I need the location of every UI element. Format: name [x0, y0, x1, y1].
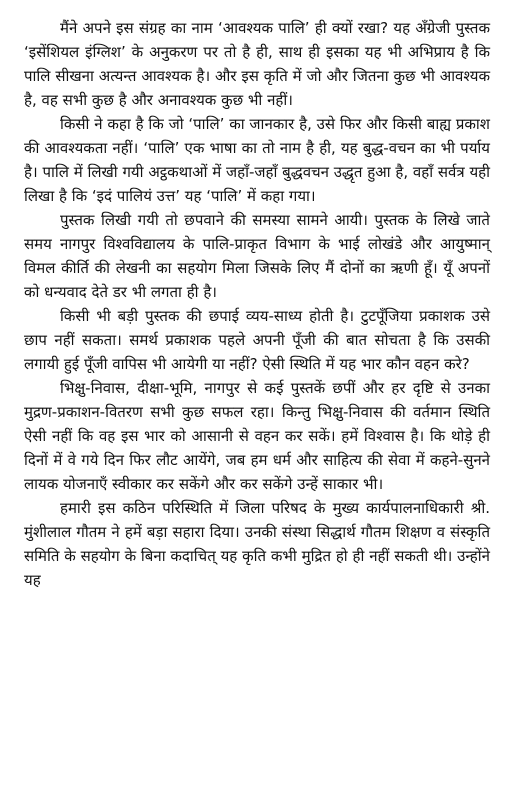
paragraph-5: भिक्षु-निवास, दीक्षा-भूमि, नागपुर से कई पुस्तकें छपीं और हर दृष्टि से उनका मुद्रण-प्रकाशन-वितरण सभी कुछ सफल रहा। किन्तु भिक्षु-निवास की वर्तमान स्थिति ऐसी नहीं कि वह इस भार को आसानी से वहन कर सकें। हमें विश्वास है। कि थोड़े ही दिनों में वे गये दिन फिर लौट आयेंगे, जब हम धर्म और साहित्य की सेवा में कहने-सुनने लायक योजनाएँ स्वीकार कर सकेंगे और कर सकेंगे उन्हें साकार भी। [24, 379, 490, 493]
paragraph-6: हमारी इस कठिन परिस्थिति में जिला परिषद के मुख्य कार्यपालनाधिकारी श्री. मुंशीलाल गौतम ने हमें बड़ा सहारा दिया। उनकी संस्था सिद्धार्थ गौतम शिक्षण व संस्कृति समिति के सहयोग के बिना कदाचित् यह कृति कभी मुद्रित हो ही नहीं सकती थी। उन्होंने यह [24, 499, 490, 589]
paragraph-3: पुस्तक लिखी गयी तो छपवाने की समस्या सामने आयी। पुस्तक के लिखे जाते समय नागपुर विश्वविद्यालय के पालि-प्राकृत विभाग के भाई लोखंडे और आयुष्मान् विमल कीर्ति की लेखनी का सहयोग मिला जिसके लिए मैं दोनों का ऋणी हूँ। यूँ अपनों को धन्यवाद देते डर भी लगता ही है। [24, 211, 490, 301]
paragraph-1: मैंने अपने इस संग्रह का नाम ‘आवश्यक पालि’ ही क्यों रखा? यह अँग्रेजी पुस्तक ‘इसेंशियल इंग्लिश’ के अनुकरण पर तो है ही, साथ ही इसका यह भी अभिप्राय है कि पालि सीखना अत्यन्त आवश्यक है। और इस कृति में जो और जितना कुछ भी आवश्यक है, वह सभी कुछ है और अनावश्यक कुछ भी नहीं। [24, 19, 490, 109]
paragraph-4: किसी भी बड़ी पुस्तक की छपाई व्यय-साध्य होती है। टुटपूँजिया प्रकाशक उसे छाप नहीं सकता। समर्थ प्रकाशक पहले अपनी पूँजी की बात सोचता है कि उसकी लगायी हुई पूँजी वापिस भी आयेगी या नहीं? ऐसी स्थिति में यह भार कौन वहन करे? [24, 307, 490, 373]
paragraph-2: किसी ने कहा है कि जो ‘पालि’ का जानकार है, उसे फिर और किसी बाह्य प्रकाश की आवश्यकता नहीं। ‘पालि’ एक भाषा का तो नाम है ही, यह बुद्ध-वचन का भी पर्याय है। पालि में लिखी गयी अट्ठकथाओं में जहाँ-जहाँ बुद्धवचन उद्धृत हुआ है, वहाँ सर्वत्र यही लिखा है कि ‘इदं पालियं उत्त’ यह ‘पालि’ में कहा गया। [24, 115, 490, 205]
